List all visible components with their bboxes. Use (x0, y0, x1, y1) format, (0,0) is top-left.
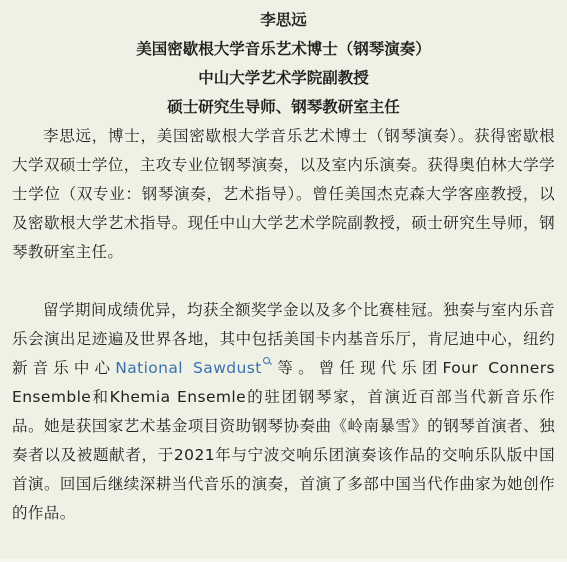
title-supervisor: 硕士研究生导师、钢琴教研室主任 (167, 98, 400, 116)
bio-paragraph-1: 李思远，博士，美国密歇根大学音乐艺术博士（钢琴演奏）。获得密歇根大学双硕士学位，主攻专业位钢琴演奏，以及室内乐演奏。获得奥伯林大学学士学位（双专业：钢琴演奏，艺术指导）。曾任美国杰克森大学客座教授，以及密歇根大学艺术指导。现任中山大学艺术学院副教授，硕士研究生导师，钢琴教研室主任。 (12, 127, 555, 261)
bio-paragraph-2-end: 等。曾任现代乐团Four Conners Ensemble和Khemia Ensemle的驻团钢琴家，首演近百部当代新音乐作品。她是获国家艺术基金项目资助钢琴协奏曲《岭南暴雪》的钢琴首演者、独奏者以及被题献者，于2021年与宁波交响乐团演奏该作品的交响乐队版中国首演。回国后继续深耕当代音乐的演奏，首演了多部中国当代作曲家为她创作的作品。 (12, 359, 555, 522)
bio-paragraph-2-start: 留学期间成绩优异，均获全额奖学金以及多个比赛桂冠。独奏与室内乐音乐会演出足迹遍及世界各地，其中包括美国卡内基音乐厅，肯尼迪中心，纽约新音乐中心 (12, 301, 555, 377)
title-doctorate: 美国密歇根大学音乐艺术博士（钢琴演奏） (136, 40, 431, 58)
person-name: 李思远 (260, 11, 307, 29)
search-icon[interactable] (263, 357, 272, 366)
bio-paragraph-2 (12, 296, 555, 528)
national-sawdust-link[interactable]: National Sawdust (115, 359, 262, 377)
title-professor: 中山大学艺术学院副教授 (198, 69, 369, 87)
paragraph-spacer (12, 267, 555, 296)
